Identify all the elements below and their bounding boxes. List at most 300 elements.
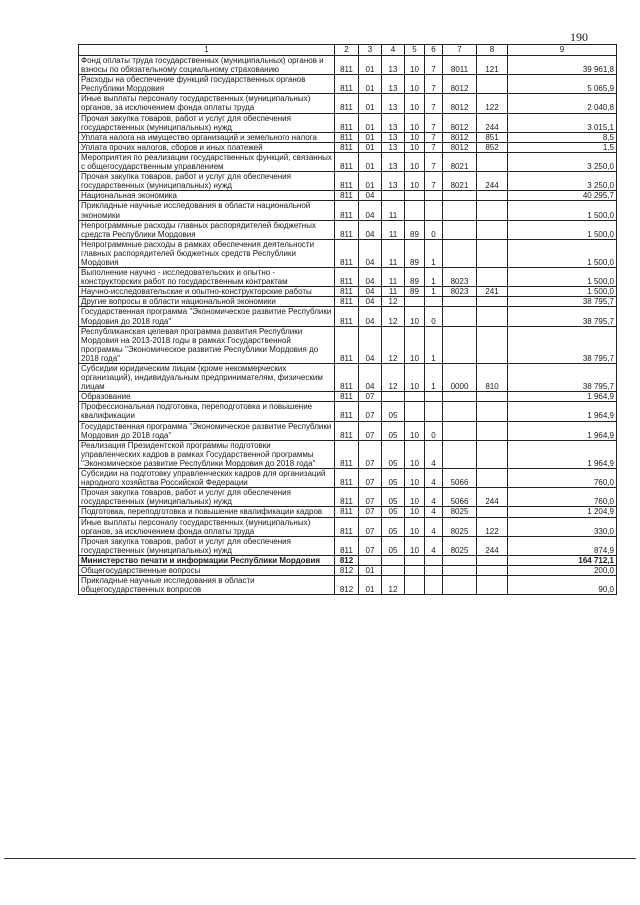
code-cell: 04 (359, 297, 382, 307)
code-cell: 7 (425, 94, 443, 113)
code-cell (405, 555, 425, 565)
column-header: 1 (79, 45, 335, 56)
code-cell: 10 (405, 536, 425, 555)
code-cell: 0 (425, 421, 443, 440)
code-cell (477, 565, 508, 575)
code-cell: 05 (382, 440, 405, 468)
code-cell: 811 (335, 191, 359, 201)
row-name-cell: Общегосударственные вопросы (79, 565, 335, 575)
code-cell: 4 (425, 488, 443, 507)
code-cell: 5066 (443, 469, 477, 488)
amount-cell: 38 795,7 (508, 364, 617, 392)
code-cell (477, 239, 508, 267)
code-cell: 851 (477, 132, 508, 142)
column-header: 2 (335, 45, 359, 56)
code-cell: 13 (382, 75, 405, 94)
code-cell: 244 (477, 113, 508, 132)
code-cell: 8025 (443, 507, 477, 517)
amount-cell: 1 204,9 (508, 507, 617, 517)
row-name-cell: Выполнение научно - исследовательских и опытно - конструкторских работ по государственным контрактам (79, 268, 335, 287)
code-cell: 13 (382, 94, 405, 113)
column-header: 9 (508, 45, 617, 56)
code-cell: 89 (405, 268, 425, 287)
row-name-cell: Фонд оплаты труда государственных (муниципальных) органов и взносы по обязательному социальному страхованию (79, 56, 335, 75)
code-cell (425, 392, 443, 402)
code-cell: 01 (359, 142, 382, 152)
code-cell (477, 268, 508, 287)
amount-cell: 8,5 (508, 132, 617, 142)
code-cell (477, 440, 508, 468)
code-cell (477, 297, 508, 307)
row-name-cell: Научно-исследовательские и опытно-конструкторские работы (79, 287, 335, 297)
code-cell: 244 (477, 536, 508, 555)
code-cell: 11 (382, 268, 405, 287)
code-cell: 244 (477, 172, 508, 191)
table-row (79, 172, 617, 191)
column-header: 5 (405, 45, 425, 56)
code-cell: 1 (425, 326, 443, 363)
code-cell: 1 (425, 364, 443, 392)
amount-cell: 200,0 (508, 565, 617, 575)
code-cell (443, 402, 477, 421)
table-row (79, 113, 617, 132)
code-cell: 10 (405, 364, 425, 392)
code-cell: 810 (477, 364, 508, 392)
code-cell: 811 (335, 402, 359, 421)
table-row (79, 326, 617, 363)
code-cell (405, 191, 425, 201)
row-name-cell: Иные выплаты персоналу государственных (муниципальных) органов, за исключением фонда оплаты труда (79, 517, 335, 536)
code-cell: 8021 (443, 152, 477, 171)
amount-cell: 38 795,7 (508, 326, 617, 363)
table-row (79, 488, 617, 507)
code-cell: 122 (477, 94, 508, 113)
row-name-cell: Прочая закупка товаров, работ и услуг для обеспечения государственных (муниципальных) нужд (79, 113, 335, 132)
code-cell (425, 555, 443, 565)
code-cell: 811 (335, 469, 359, 488)
code-cell: 811 (335, 297, 359, 307)
amount-cell: 40 295,7 (508, 191, 617, 201)
amount-cell: 1 964,9 (508, 392, 617, 402)
code-cell: 7 (425, 113, 443, 132)
amount-cell: 38 795,7 (508, 307, 617, 326)
code-cell (443, 576, 477, 595)
code-cell: 10 (405, 469, 425, 488)
code-cell (405, 565, 425, 575)
code-cell: 10 (405, 56, 425, 75)
code-cell: 11 (382, 287, 405, 297)
amount-cell: 3 250,0 (508, 172, 617, 191)
code-cell: 10 (405, 113, 425, 132)
code-cell: 10 (405, 517, 425, 536)
code-cell: 4 (425, 469, 443, 488)
table-row (79, 555, 617, 565)
code-cell: 01 (359, 576, 382, 595)
code-cell: 8012 (443, 94, 477, 113)
code-cell (477, 220, 508, 239)
code-cell: 12 (382, 364, 405, 392)
code-cell: 812 (335, 576, 359, 595)
code-cell: 10 (405, 142, 425, 152)
table-row (79, 142, 617, 152)
code-cell: 13 (382, 142, 405, 152)
code-cell: 10 (405, 132, 425, 142)
amount-cell: 38 795,7 (508, 297, 617, 307)
code-cell (477, 469, 508, 488)
code-cell: 05 (382, 488, 405, 507)
code-cell: 01 (359, 75, 382, 94)
code-cell: 811 (335, 326, 359, 363)
code-cell (477, 421, 508, 440)
code-cell (405, 402, 425, 421)
code-cell: 04 (359, 239, 382, 267)
row-name-cell: Прикладные научные исследования в области национальной экономики (79, 201, 335, 220)
table-row (79, 392, 617, 402)
code-cell: 811 (335, 517, 359, 536)
code-cell (382, 555, 405, 565)
code-cell: 811 (335, 152, 359, 171)
table-row (79, 565, 617, 575)
code-cell: 10 (405, 421, 425, 440)
amount-cell: 164 712,1 (508, 555, 617, 565)
table-row (79, 421, 617, 440)
code-cell: 7 (425, 142, 443, 152)
row-name-cell: Другие вопросы в области национальной экономики (79, 297, 335, 307)
code-cell: 811 (335, 220, 359, 239)
code-cell: 241 (477, 287, 508, 297)
code-cell: 07 (359, 469, 382, 488)
code-cell (405, 576, 425, 595)
code-cell: 7 (425, 75, 443, 94)
code-cell (443, 220, 477, 239)
code-cell (425, 565, 443, 575)
table-row (79, 191, 617, 201)
code-cell: 7 (425, 152, 443, 171)
table-row (79, 132, 617, 142)
row-name-cell: Министерство печати и информации Республики Мордовия (79, 555, 335, 565)
code-cell: 05 (382, 421, 405, 440)
code-cell: 05 (382, 469, 405, 488)
code-cell: 8023 (443, 287, 477, 297)
code-cell: 812 (335, 555, 359, 565)
amount-cell: 3 250,0 (508, 152, 617, 171)
code-cell (477, 152, 508, 171)
row-name-cell: Профессиональная подготовка, переподготовка и повышение квалификации (79, 402, 335, 421)
budget-table (78, 44, 617, 595)
code-cell: 811 (335, 132, 359, 142)
row-name-cell: Образование (79, 392, 335, 402)
code-cell: 10 (405, 172, 425, 191)
amount-cell: 90,0 (508, 576, 617, 595)
table-row (79, 507, 617, 517)
column-header: 6 (425, 45, 443, 56)
code-cell (477, 402, 508, 421)
code-cell: 8025 (443, 536, 477, 555)
code-cell: 811 (335, 172, 359, 191)
amount-cell: 1 500,0 (508, 220, 617, 239)
table-row (79, 469, 617, 488)
amount-cell: 1 964,9 (508, 440, 617, 468)
amount-cell: 1 964,9 (508, 402, 617, 421)
code-cell: 0000 (443, 364, 477, 392)
code-cell (443, 191, 477, 201)
code-cell: 811 (335, 239, 359, 267)
code-cell (443, 392, 477, 402)
code-cell: 12 (382, 326, 405, 363)
code-cell: 11 (382, 220, 405, 239)
column-header: 3 (359, 45, 382, 56)
amount-cell: 5 065,9 (508, 75, 617, 94)
code-cell: 04 (359, 220, 382, 239)
code-cell: 04 (359, 307, 382, 326)
code-cell: 8011 (443, 56, 477, 75)
column-header: 7 (443, 45, 477, 56)
code-cell: 07 (359, 507, 382, 517)
table-row (79, 239, 617, 267)
code-cell: 01 (359, 132, 382, 142)
code-cell: 0 (425, 220, 443, 239)
table-row (79, 576, 617, 595)
amount-cell: 330,0 (508, 517, 617, 536)
code-cell: 10 (405, 488, 425, 507)
row-name-cell: Субсидии на подготовку управленческих кадров для организаций народного хозяйства Российской Федерации (79, 469, 335, 488)
code-cell: 811 (335, 307, 359, 326)
row-name-cell: Национальная экономика (79, 191, 335, 201)
code-cell: 8012 (443, 142, 477, 152)
code-cell: 122 (477, 517, 508, 536)
code-cell: 07 (359, 536, 382, 555)
code-cell: 10 (405, 307, 425, 326)
row-name-cell: Прочая закупка товаров, работ и услуг для обеспечения государственных (муниципальных) нужд (79, 172, 335, 191)
row-name-cell: Непрограммные расходы в рамках обеспечения деятельности главных распорядителей бюджетных средств Республики Мордовия (79, 239, 335, 267)
code-cell: 811 (335, 440, 359, 468)
code-cell: 811 (335, 488, 359, 507)
amount-cell: 39 961,8 (508, 56, 617, 75)
table-row (79, 75, 617, 94)
table-row (79, 297, 617, 307)
code-cell: 13 (382, 113, 405, 132)
code-cell: 244 (477, 488, 508, 507)
code-cell: 8021 (443, 172, 477, 191)
code-cell: 04 (359, 268, 382, 287)
code-cell (477, 307, 508, 326)
code-cell (477, 326, 508, 363)
code-cell: 10 (405, 507, 425, 517)
code-cell (443, 326, 477, 363)
code-cell: 811 (335, 268, 359, 287)
amount-cell: 3 015,1 (508, 113, 617, 132)
code-cell: 13 (382, 132, 405, 142)
code-cell: 01 (359, 56, 382, 75)
code-cell: 12 (382, 307, 405, 326)
code-cell (382, 392, 405, 402)
code-cell: 10 (405, 75, 425, 94)
code-cell: 13 (382, 152, 405, 171)
code-cell (405, 297, 425, 307)
column-header: 4 (382, 45, 405, 56)
table-row (79, 536, 617, 555)
row-name-cell: Республиканская целевая программа развития Республики Мордовия на 2013-2018 годы в рамках Государственной программы "Экономическое развитие Республики Мордовия до 2018 года" (79, 326, 335, 363)
row-name-cell: Уплата прочих налогов, сборов и иных платежей (79, 142, 335, 152)
table-row (79, 307, 617, 326)
code-cell: 12 (382, 576, 405, 595)
table-row (79, 201, 617, 220)
code-cell: 10 (405, 94, 425, 113)
code-cell (425, 201, 443, 220)
code-cell: 811 (335, 392, 359, 402)
code-cell: 05 (382, 536, 405, 555)
code-cell (425, 576, 443, 595)
code-cell: 4 (425, 507, 443, 517)
code-cell: 811 (335, 142, 359, 152)
table-body (79, 45, 617, 595)
code-cell: 0 (425, 307, 443, 326)
page-number: 190 (570, 30, 588, 44)
code-cell (477, 191, 508, 201)
row-name-cell: Прикладные научные исследования в области общегосударственных вопросов (79, 576, 335, 595)
bottom-rule (4, 858, 636, 859)
row-name-cell: Прочая закупка товаров, работ и услуг для обеспечения государственных (муниципальных) нужд (79, 488, 335, 507)
code-cell: 852 (477, 142, 508, 152)
code-cell (405, 392, 425, 402)
code-cell: 10 (405, 326, 425, 363)
amount-cell: 1 500,0 (508, 201, 617, 220)
row-name-cell: Реализация Президентской программы подготовки управленческих кадров в рамках Государственной программы "Экономическое развитие Республики Мордовия до 2018 года" (79, 440, 335, 468)
code-cell: 04 (359, 364, 382, 392)
code-cell (443, 297, 477, 307)
table-row (79, 440, 617, 468)
code-cell: 04 (359, 287, 382, 297)
code-cell: 811 (335, 201, 359, 220)
table-row (79, 220, 617, 239)
code-cell: 1 (425, 239, 443, 267)
table-row (79, 517, 617, 536)
code-cell: 811 (335, 113, 359, 132)
code-cell: 07 (359, 488, 382, 507)
code-cell: 8012 (443, 132, 477, 142)
code-cell (382, 565, 405, 575)
code-cell: 05 (382, 402, 405, 421)
code-cell: 5066 (443, 488, 477, 507)
code-cell: 13 (382, 172, 405, 191)
code-cell (425, 402, 443, 421)
code-cell: 10 (405, 152, 425, 171)
code-cell: 01 (359, 172, 382, 191)
row-name-cell: Государственная программа "Экономическое развитие Республики Мордовия до 2018 года" (79, 307, 335, 326)
code-cell (477, 576, 508, 595)
code-cell: 811 (335, 56, 359, 75)
amount-cell: 874,9 (508, 536, 617, 555)
code-cell: 04 (359, 326, 382, 363)
table-row (79, 364, 617, 392)
table-row (79, 287, 617, 297)
code-cell: 01 (359, 565, 382, 575)
code-cell (477, 507, 508, 517)
code-cell (443, 307, 477, 326)
code-cell (425, 297, 443, 307)
code-cell: 11 (382, 239, 405, 267)
code-cell: 07 (359, 517, 382, 536)
code-cell: 811 (335, 94, 359, 113)
row-name-cell: Непрограммные расходы главных распорядителей бюджетных средств Республики Мордовия (79, 220, 335, 239)
code-cell: 7 (425, 172, 443, 191)
row-name-cell: Иные выплаты персоналу государственных (муниципальных) органов, за исключением фонда оплаты труда (79, 94, 335, 113)
amount-cell: 1 500,0 (508, 239, 617, 267)
code-cell: 04 (359, 201, 382, 220)
code-cell: 10 (405, 440, 425, 468)
code-cell (359, 555, 382, 565)
code-cell: 13 (382, 56, 405, 75)
code-cell: 05 (382, 507, 405, 517)
code-cell (425, 191, 443, 201)
code-cell (405, 201, 425, 220)
header-row (79, 45, 617, 56)
amount-cell: 1 500,0 (508, 268, 617, 287)
row-name-cell: Мероприятия по реализации государственных функций, связанных с общегосударственным управлением (79, 152, 335, 171)
row-name-cell: Субсидии юридическим лицам (кроме некоммерческих организаций), индивидуальным предпринимателям, физическим лицам (79, 364, 335, 392)
code-cell: 8012 (443, 75, 477, 94)
code-cell: 05 (382, 517, 405, 536)
table-row (79, 402, 617, 421)
amount-cell: 1,5 (508, 142, 617, 152)
code-cell: 07 (359, 440, 382, 468)
code-cell: 811 (335, 364, 359, 392)
row-name-cell: Подготовка, переподготовка и повышение квалификации кадров (79, 507, 335, 517)
code-cell (443, 239, 477, 267)
code-cell: 07 (359, 392, 382, 402)
code-cell (443, 565, 477, 575)
code-cell: 811 (335, 536, 359, 555)
code-cell: 8023 (443, 268, 477, 287)
code-cell: 01 (359, 113, 382, 132)
amount-cell: 1 500,0 (508, 287, 617, 297)
code-cell: 4 (425, 517, 443, 536)
code-cell: 811 (335, 507, 359, 517)
code-cell: 1 (425, 287, 443, 297)
code-cell: 7 (425, 132, 443, 142)
code-cell: 4 (425, 440, 443, 468)
amount-cell: 760,0 (508, 488, 617, 507)
amount-cell: 1 964,9 (508, 421, 617, 440)
code-cell: 11 (382, 201, 405, 220)
code-cell: 07 (359, 421, 382, 440)
code-cell: 811 (335, 287, 359, 297)
code-cell (477, 201, 508, 220)
table-row (79, 94, 617, 113)
code-cell: 4 (425, 536, 443, 555)
code-cell: 812 (335, 565, 359, 575)
code-cell: 8012 (443, 113, 477, 132)
code-cell: 89 (405, 287, 425, 297)
code-cell: 1 (425, 268, 443, 287)
table-row (79, 152, 617, 171)
code-cell (443, 555, 477, 565)
table-row (79, 268, 617, 287)
code-cell: 12 (382, 297, 405, 307)
code-cell (443, 440, 477, 468)
code-cell (477, 75, 508, 94)
table-row (79, 56, 617, 75)
column-header: 8 (477, 45, 508, 56)
code-cell: 8025 (443, 517, 477, 536)
code-cell: 04 (359, 191, 382, 201)
code-cell: 121 (477, 56, 508, 75)
row-name-cell: Расходы на обеспечение функций государственных органов Республики Мордовия (79, 75, 335, 94)
code-cell: 89 (405, 239, 425, 267)
code-cell: 811 (335, 75, 359, 94)
row-name-cell: Государственная программа "Экономическое развитие Республики Мордовия до 2018 года" (79, 421, 335, 440)
amount-cell: 2 040,8 (508, 94, 617, 113)
